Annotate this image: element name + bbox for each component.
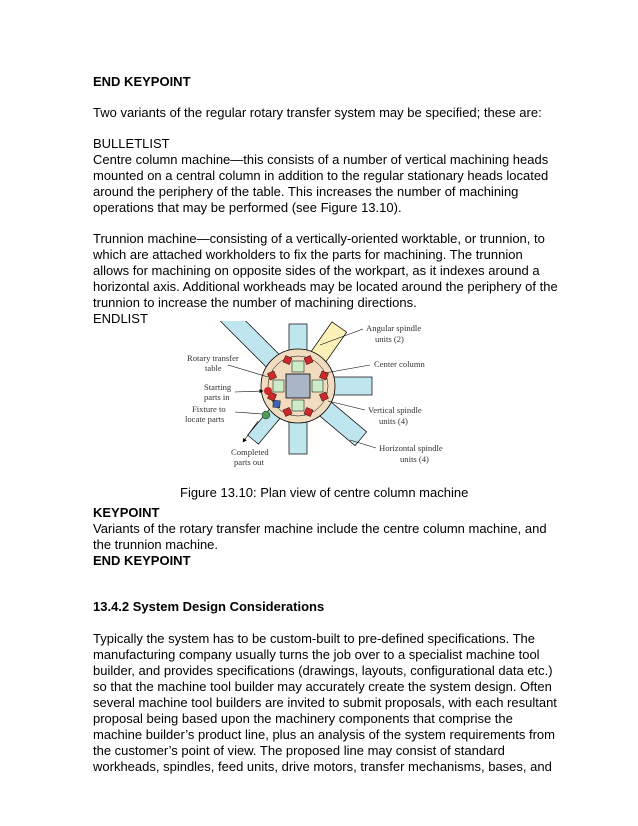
figure-caption: Figure 13.10: Plan view of centre column machine <box>180 485 469 500</box>
text-line: mounted on a central column in addition to the regular stationary heads located <box>93 168 549 183</box>
text-line: so that the machine tool builder may accurately create the system design. Often <box>93 679 552 694</box>
bulletlist-label: BULLETLIST <box>93 136 170 151</box>
label-starting-parts-2: parts in <box>204 392 230 402</box>
label-center-column: Center column <box>374 359 425 369</box>
text-line: trunnion to increase the number of machining directions. <box>93 295 417 310</box>
text-line: the customer’s point of view. The proposed line may consist of standard <box>93 743 505 758</box>
text-line: proposal being based upon the machinery components that comprise the <box>93 711 513 726</box>
keypoint-heading: KEYPOINT <box>93 505 160 520</box>
label-horizontal-spindle-1: Horizontal spindle <box>379 443 443 453</box>
label-starting-parts-1: Starting <box>204 382 232 392</box>
text-line: Typically the system has to be custom-built to pre-defined specifications. The <box>93 631 535 646</box>
text-line: which are attached workholders to fix the parts for machining. The trunnion <box>93 247 523 262</box>
text-line: workheads, spindles, feed units, drive motors, transfer mechanisms, bases, and <box>93 759 552 774</box>
end-keypoint-label: END KEYPOINT <box>93 74 191 89</box>
text-line: builder, and provides specifications (drawings, layouts, configurational data etc.) <box>93 663 553 678</box>
label-vertical-spindle-2: units (4) <box>379 416 408 426</box>
starting-part <box>264 387 272 395</box>
text-line: several machine tool builders are invited to submit proposals, with each resultant <box>93 695 557 710</box>
end-keypoint-label: END KEYPOINT <box>93 553 191 568</box>
text-line: allows for machining on opposite sides of the workpart, as it indexes around a <box>93 263 540 278</box>
text-line: Trunnion machine—consisting of a vertically-oriented worktable, or trunnion, to <box>93 231 545 246</box>
rotary-machine-diagram <box>150 321 490 471</box>
label-vertical-spindle-1: Vertical spindle <box>368 405 422 415</box>
workstation <box>273 380 284 392</box>
rotary-machine-figure <box>150 321 490 471</box>
text-line: horizontal axis. Additional workheads may be located around the periphery of the <box>93 279 558 294</box>
label-fixture-2: locate parts <box>185 414 225 424</box>
text-line: Variants of the rotary transfer machine include the centre column machine, and <box>93 521 547 536</box>
label-completed-parts-2: parts out <box>234 457 264 467</box>
label-angular-spindle-1: Angular spindle <box>366 323 422 333</box>
text-line: manufacturing company usually turns the job over to a specialist machine tool <box>93 647 540 662</box>
workstation <box>292 400 304 411</box>
text-line: operations that may be performed (see Figure 13.10). <box>93 200 402 215</box>
label-horizontal-spindle-2: units (4) <box>400 454 429 464</box>
section-body-paragraph <box>93 631 557 775</box>
keypoint-text <box>93 521 553 553</box>
label-fixture-1: Fixture to <box>192 404 226 414</box>
text-line: around the periphery of the table. This increases the number of machining <box>93 184 519 199</box>
centre-column-paragraph <box>93 152 553 216</box>
intro-paragraph: Two variants of the regular rotary transfer system may be specified; these are: <box>93 105 542 120</box>
text-line: the trunnion machine. <box>93 537 219 552</box>
completed-part <box>262 411 270 419</box>
part-fixture <box>273 400 281 408</box>
workstation <box>312 380 323 392</box>
text-line: Centre column machine—this consists of a number of vertical machining heads <box>93 152 549 167</box>
trunnion-paragraph <box>93 231 558 311</box>
text-line: machine builder’s product line, plus an analysis of the system requirements from <box>93 727 555 742</box>
endlist-label: ENDLIST <box>93 311 148 326</box>
label-rotary-transfer-2: table <box>205 363 222 373</box>
label-angular-spindle-2: units (2) <box>375 334 404 344</box>
label-completed-parts-1: Completed <box>231 447 269 457</box>
section-heading: 13.4.2 System Design Considerations <box>93 599 325 614</box>
workstation <box>292 361 304 372</box>
center-column <box>286 374 310 398</box>
label-rotary-transfer-1: Rotary transfer <box>187 353 239 363</box>
